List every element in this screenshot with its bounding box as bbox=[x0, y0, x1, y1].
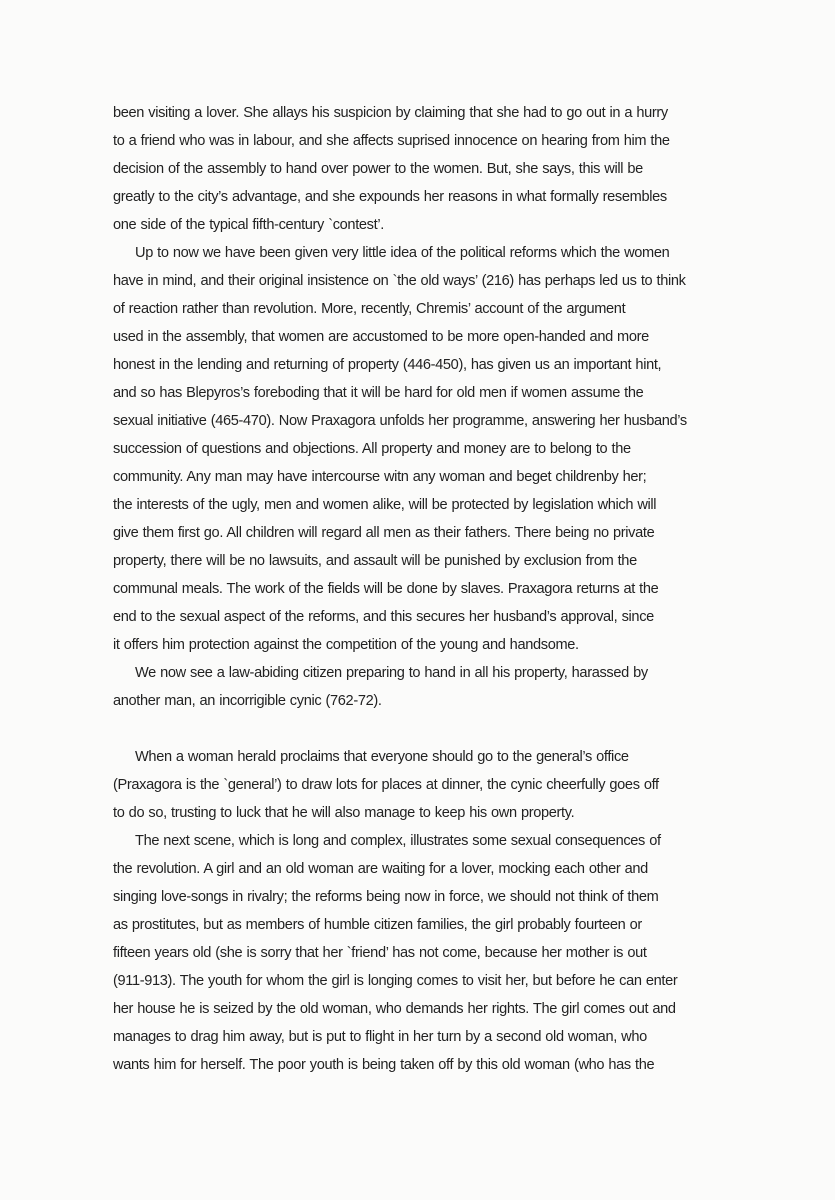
text-line: greatly to the city’s advantage, and she expounds her reasons in what formally resembles bbox=[113, 189, 667, 205]
text-line: the interests of the ugly, men and women alike, will be protected by legislation which will bbox=[113, 497, 657, 513]
text-line: property, there will be no lawsuits, and assault will be punished by exclusion from the bbox=[113, 553, 637, 569]
text-line: it offers him protection against the competition of the young and handsome. bbox=[113, 637, 579, 653]
text-line: to do so, trusting to luck that he will also manage to keep his own property. bbox=[113, 805, 575, 821]
text-line: wants him for herself. The poor youth is being taken off by this old woman (who has the bbox=[113, 1057, 655, 1073]
text-line: When a woman herald proclaims that everyone should go to the general’s office bbox=[135, 749, 629, 765]
text-line: (911-913). The youth for whom the girl is longing comes to visit her, but before he can enter bbox=[113, 973, 678, 989]
text-line: manages to drag him away, but is put to flight in her turn by a second old woman, who bbox=[113, 1029, 647, 1045]
text-line: as prostitutes, but as members of humble citizen families, the girl probably fourteen or bbox=[113, 917, 642, 933]
text-line: singing love-songs in rivalry; the reforms being now in force, we should not think of them bbox=[113, 889, 659, 905]
text-line: give them first go. All children will regard all men as their fathers. There being no private bbox=[113, 525, 655, 541]
text-line: been visiting a lover. She allays his suspicion by claiming that she had to go out in a hurry bbox=[113, 105, 668, 121]
text-line: end to the sexual aspect of the reforms, and this secures her husband’s approval, since bbox=[113, 609, 654, 625]
text-line: have in mind, and their original insistence on `the old ways’ (216) has perhaps led us to think bbox=[113, 273, 686, 289]
text-line: communal meals. The work of the fields will be done by slaves. Praxagora returns at the bbox=[113, 581, 659, 597]
text-line: honest in the lending and returning of property (446-450), has given us an important hint, bbox=[113, 357, 662, 373]
text-line: The next scene, which is long and complex, illustrates some sexual consequences of bbox=[135, 833, 661, 849]
text-line: her house he is seized by the old woman, who demands her rights. The girl comes out and bbox=[113, 1001, 676, 1017]
text-line: (Praxagora is the `general’) to draw lots for places at dinner, the cynic cheerfully goes off bbox=[113, 777, 659, 793]
text-line: and so has Blepyros’s foreboding that it will be hard for old men if women assume the bbox=[113, 385, 644, 401]
text-line: one side of the typical fifth-century `contest’. bbox=[113, 217, 384, 233]
text-line: decision of the assembly to hand over power to the women. But, she says, this will be bbox=[113, 161, 643, 177]
text-line: Up to now we have been given very little idea of the political reforms which the women bbox=[135, 245, 670, 261]
text-line: to a friend who was in labour, and she affects suprised innocence on hearing from him the bbox=[113, 133, 670, 149]
text-line: of reaction rather than revolution. More, recently, Chremis’ account of the argument bbox=[113, 301, 626, 317]
text-line: another man, an incorrigible cynic (762-72). bbox=[113, 693, 382, 709]
text-line: fifteen years old (she is sorry that her `friend’ has not come, because her mother is out bbox=[113, 945, 647, 961]
text-line: We now see a law-abiding citizen preparing to hand in all his property, harassed by bbox=[135, 665, 648, 681]
text-line: the revolution. A girl and an old woman are waiting for a lover, mocking each other and bbox=[113, 861, 648, 877]
text-line: used in the assembly, that women are accustomed to be more open-handed and more bbox=[113, 329, 649, 345]
text-line: sexual initiative (465-470). Now Praxagora unfolds her programme, answering her husband’s bbox=[113, 413, 687, 429]
text-line: community. Any man may have intercourse witn any woman and beget childrenby her; bbox=[113, 469, 647, 485]
text-line: succession of questions and objections. All property and money are to belong to the bbox=[113, 441, 631, 457]
